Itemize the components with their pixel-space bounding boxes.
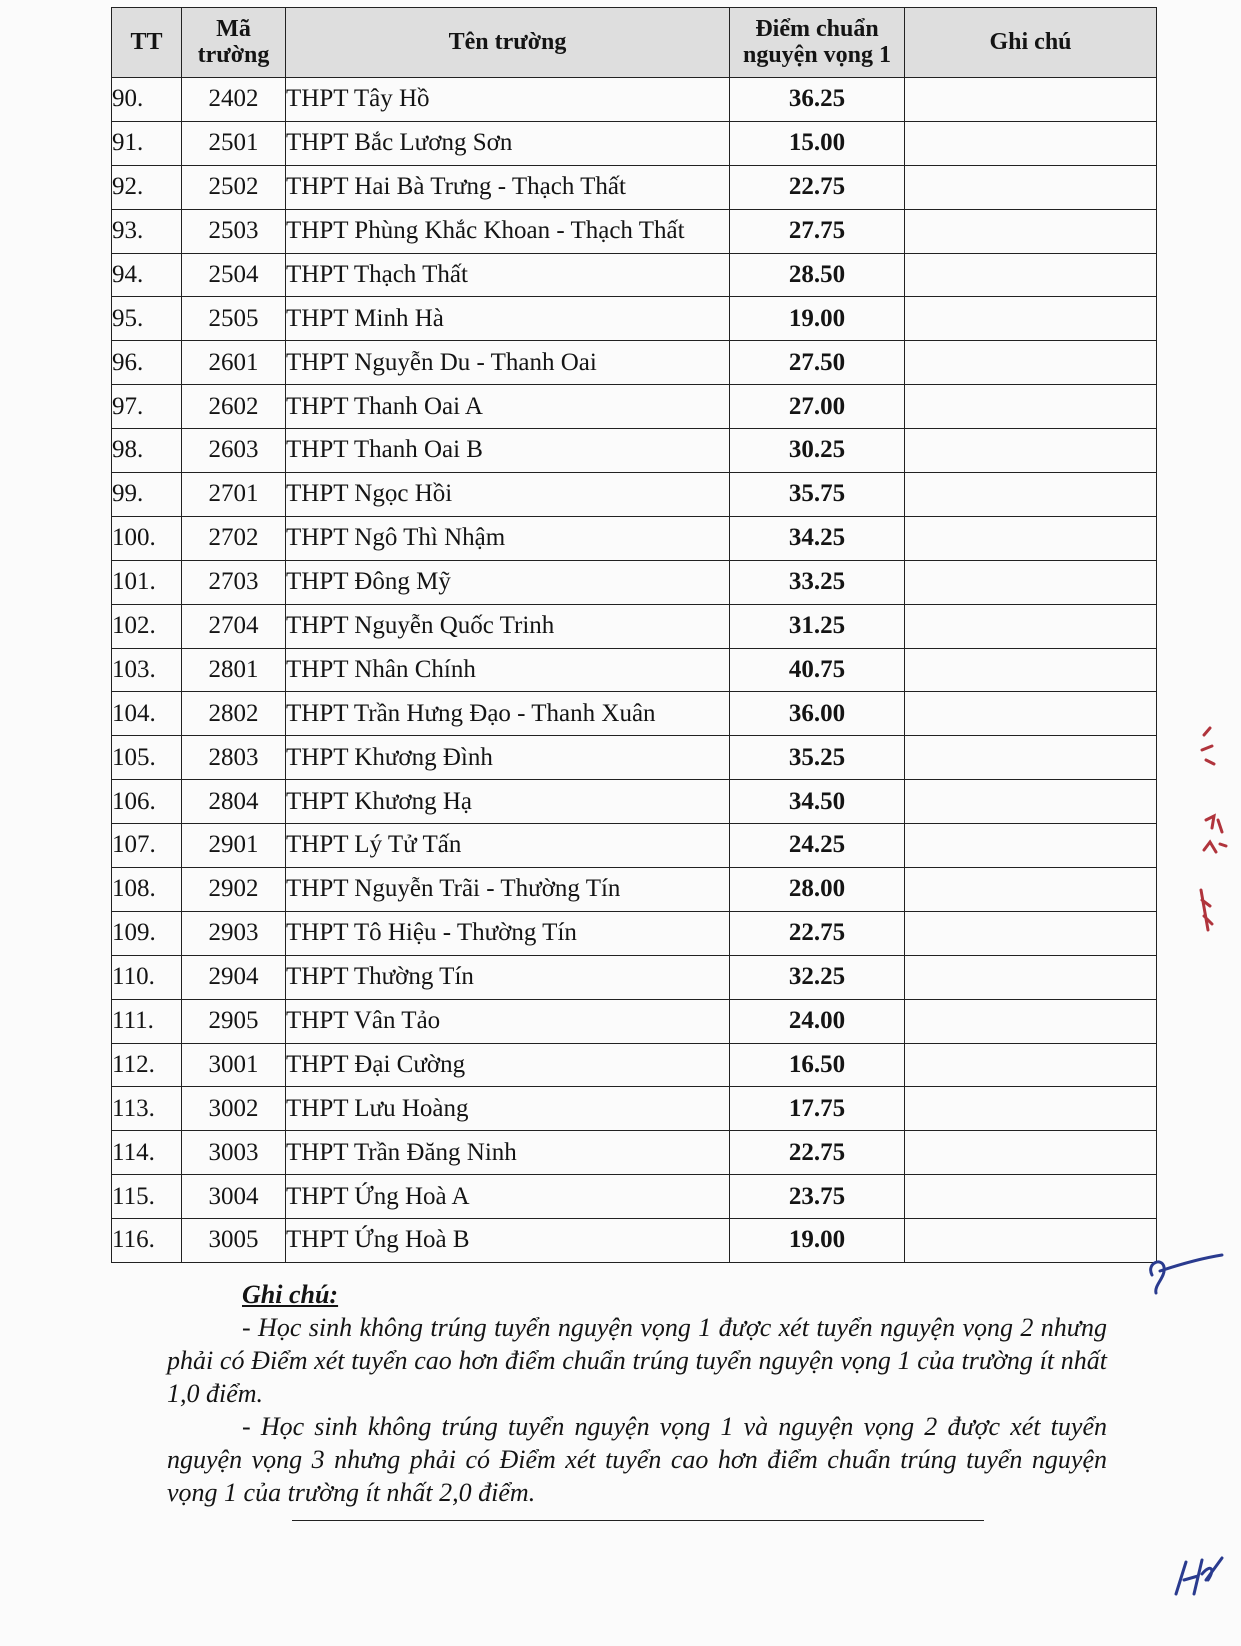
note-cell: [905, 955, 1157, 999]
cutoff-score-cell: 33.25: [730, 560, 905, 604]
school-code-cell: 2701: [182, 473, 286, 517]
table-row: [112, 911, 1157, 955]
header-note: Ghi chú: [905, 8, 1157, 78]
row-number-cell: 98.: [112, 429, 182, 473]
school-name-cell: THPT Phùng Khắc Khoan - Thạch Thất: [286, 209, 730, 253]
school-code-cell: 2602: [182, 385, 286, 429]
table-row: [112, 429, 1157, 473]
cutoff-score-cell: 19.00: [730, 297, 905, 341]
school-code-cell: 2402: [182, 78, 286, 122]
school-code-cell: 2603: [182, 429, 286, 473]
school-code-cell: 2903: [182, 911, 286, 955]
table-row: [112, 385, 1157, 429]
note-cell: [905, 780, 1157, 824]
table-row: [112, 297, 1157, 341]
school-code-cell: 3001: [182, 1043, 286, 1087]
note-cell: [905, 1175, 1157, 1219]
table-row: [112, 1219, 1157, 1263]
school-code-cell: 3005: [182, 1219, 286, 1263]
school-code-cell: 2502: [182, 165, 286, 209]
note-cell: [905, 209, 1157, 253]
table-row: [112, 780, 1157, 824]
table-row: [112, 868, 1157, 912]
school-code-cell: 2601: [182, 341, 286, 385]
school-name-cell: THPT Thanh Oai B: [286, 429, 730, 473]
row-number-cell: 94.: [112, 253, 182, 297]
cutoff-score-cell: 15.00: [730, 121, 905, 165]
school-name-cell: THPT Bắc Lương Sơn: [286, 121, 730, 165]
school-code-cell: 2901: [182, 824, 286, 868]
handwritten-initial-mark-icon: [1142, 1245, 1227, 1305]
note-cell: [905, 165, 1157, 209]
school-name-cell: THPT Lưu Hoàng: [286, 1087, 730, 1131]
note-cell: [905, 560, 1157, 604]
note-cell: [905, 1131, 1157, 1175]
school-name-cell: THPT Ngô Thì Nhậm: [286, 516, 730, 560]
header-cutoff-score-line2: nguyện vọng 1: [742, 41, 892, 68]
table-row: [112, 1131, 1157, 1175]
notes-title: Ghi chú:: [242, 1280, 339, 1309]
cutoff-score-cell: 35.25: [730, 736, 905, 780]
school-name-cell: THPT Thạch Thất: [286, 253, 730, 297]
handwritten-signature-icon: [1168, 1550, 1228, 1600]
red-stamp-fragment-icon: [1196, 720, 1236, 940]
school-name-cell: THPT Nguyễn Du - Thanh Oai: [286, 341, 730, 385]
note-cell: [905, 911, 1157, 955]
row-number-cell: 101.: [112, 560, 182, 604]
cutoff-score-cell: 22.75: [730, 165, 905, 209]
row-number-cell: 106.: [112, 780, 182, 824]
school-code-cell: 2905: [182, 999, 286, 1043]
note-cell: [905, 736, 1157, 780]
row-number-cell: 102.: [112, 604, 182, 648]
cutoff-score-cell: 22.75: [730, 911, 905, 955]
school-code-cell: 2804: [182, 780, 286, 824]
row-number-cell: 113.: [112, 1087, 182, 1131]
school-name-cell: THPT Khương Hạ: [286, 780, 730, 824]
school-code-cell: 2801: [182, 648, 286, 692]
note-cell: [905, 999, 1157, 1043]
cutoff-score-cell: 24.00: [730, 999, 905, 1043]
row-number-cell: 92.: [112, 165, 182, 209]
header-school-code: [182, 8, 286, 78]
row-number-cell: 108.: [112, 868, 182, 912]
cutoff-score-cell: 36.00: [730, 692, 905, 736]
school-name-cell: THPT Minh Hà: [286, 297, 730, 341]
row-number-cell: 95.: [112, 297, 182, 341]
cutoff-score-cell: 30.25: [730, 429, 905, 473]
cutoff-score-cell: 28.00: [730, 868, 905, 912]
school-code-cell: 2503: [182, 209, 286, 253]
table-row: [112, 648, 1157, 692]
school-name-cell: THPT Tây Hồ: [286, 78, 730, 122]
school-name-cell: THPT Vân Tảo: [286, 999, 730, 1043]
note-cell: [905, 78, 1157, 122]
header-school-code-line2: trường: [197, 41, 270, 68]
cutoff-score-cell: 34.25: [730, 516, 905, 560]
table-row: [112, 209, 1157, 253]
table-row: [112, 999, 1157, 1043]
school-code-cell: 3004: [182, 1175, 286, 1219]
school-name-cell: THPT Tô Hiệu - Thường Tín: [286, 911, 730, 955]
note-cell: [905, 429, 1157, 473]
row-number-cell: 111.: [112, 999, 182, 1043]
cutoff-score-cell: 36.25: [730, 78, 905, 122]
cutoff-score-cell: 27.50: [730, 341, 905, 385]
header-cutoff-score: [730, 8, 905, 78]
school-code-cell: 2904: [182, 955, 286, 999]
note-cell: [905, 121, 1157, 165]
table-row: [112, 955, 1157, 999]
school-name-cell: THPT Ứng Hoà A: [286, 1175, 730, 1219]
note-cell: [905, 1219, 1157, 1263]
note-cell: [905, 341, 1157, 385]
school-name-cell: THPT Thường Tín: [286, 955, 730, 999]
note-cell: [905, 648, 1157, 692]
row-number-cell: 112.: [112, 1043, 182, 1087]
row-number-cell: 96.: [112, 341, 182, 385]
table-body: [112, 78, 1157, 1263]
row-number-cell: 105.: [112, 736, 182, 780]
note-cell: [905, 253, 1157, 297]
notes-section: [167, 1278, 1107, 1509]
note-cell: [905, 692, 1157, 736]
school-name-cell: THPT Ngọc Hồi: [286, 473, 730, 517]
header-school-name: Tên trường: [286, 8, 730, 78]
table-header-row: [112, 8, 1157, 78]
row-number-cell: 107.: [112, 824, 182, 868]
table-row: [112, 824, 1157, 868]
cutoff-score-cell: 17.75: [730, 1087, 905, 1131]
table-row: [112, 121, 1157, 165]
row-number-cell: 110.: [112, 955, 182, 999]
cutoff-score-cell: 34.50: [730, 780, 905, 824]
row-number-cell: 97.: [112, 385, 182, 429]
cutoff-score-cell: 27.75: [730, 209, 905, 253]
table-row: [112, 78, 1157, 122]
school-code-cell: 2802: [182, 692, 286, 736]
table-row: [112, 604, 1157, 648]
cutoff-score-cell: 31.25: [730, 604, 905, 648]
note-cell: [905, 1087, 1157, 1131]
cutoff-score-cell: 28.50: [730, 253, 905, 297]
school-name-cell: THPT Nguyễn Quốc Trinh: [286, 604, 730, 648]
cutoff-score-cell: 22.75: [730, 1131, 905, 1175]
row-number-cell: 100.: [112, 516, 182, 560]
header-school-code-line1: Mã: [216, 16, 251, 43]
row-number-cell: 104.: [112, 692, 182, 736]
school-name-cell: THPT Trần Hưng Đạo - Thanh Xuân: [286, 692, 730, 736]
table-row: [112, 736, 1157, 780]
school-name-cell: THPT Thanh Oai A: [286, 385, 730, 429]
school-name-cell: THPT Trần Đăng Ninh: [286, 1131, 730, 1175]
table-row: [112, 253, 1157, 297]
note-cell: [905, 604, 1157, 648]
table-row: [112, 473, 1157, 517]
note-cell: [905, 824, 1157, 868]
cutoff-score-cell: 35.75: [730, 473, 905, 517]
row-number-cell: 99.: [112, 473, 182, 517]
table-row: [112, 516, 1157, 560]
note-cell: [905, 473, 1157, 517]
school-name-cell: THPT Lý Tử Tấn: [286, 824, 730, 868]
table-row: [112, 341, 1157, 385]
note-cell: [905, 516, 1157, 560]
note-cell: [905, 385, 1157, 429]
cutoff-score-cell: 19.00: [730, 1219, 905, 1263]
table-row: [112, 560, 1157, 604]
note-paragraph-2: - Học sinh không trúng tuyển nguyện vọng 1 và nguyện vọng 2 được xét tuyển nguyện vọng 3 nhưng phải có Điểm xét tuyển cao hơn điểm chuẩn trúng tuyển nguyện vọng 1 của trường ít nhất 2,0 điểm.: [167, 1412, 1107, 1507]
school-code-cell: 3003: [182, 1131, 286, 1175]
row-number-cell: 109.: [112, 911, 182, 955]
school-code-cell: 2501: [182, 121, 286, 165]
header-tt: TT: [112, 8, 182, 78]
school-code-cell: 3002: [182, 1087, 286, 1131]
school-code-cell: 2704: [182, 604, 286, 648]
school-name-cell: THPT Nguyễn Trãi - Thường Tín: [286, 868, 730, 912]
school-code-cell: 2505: [182, 297, 286, 341]
row-number-cell: 90.: [112, 78, 182, 122]
row-number-cell: 115.: [112, 1175, 182, 1219]
school-code-cell: 2902: [182, 868, 286, 912]
school-name-cell: THPT Đông Mỹ: [286, 560, 730, 604]
school-name-cell: THPT Khương Đình: [286, 736, 730, 780]
table-row: [112, 165, 1157, 209]
note-paragraph-1: - Học sinh không trúng tuyển nguyện vọng 1 được xét tuyển nguyện vọng 2 nhưng phải có Điểm xét tuyển cao hơn điểm chuẩn trúng tuyển nguyện vọng 1 của trường ít nhất 1,0 điểm.: [167, 1313, 1107, 1408]
row-number-cell: 116.: [112, 1219, 182, 1263]
table-row: [112, 1175, 1157, 1219]
cutoff-score-cell: 23.75: [730, 1175, 905, 1219]
admission-scores-table: [111, 7, 1157, 1263]
school-code-cell: 2703: [182, 560, 286, 604]
school-name-cell: THPT Nhân Chính: [286, 648, 730, 692]
school-name-cell: THPT Ứng Hoà B: [286, 1219, 730, 1263]
cutoff-score-cell: 27.00: [730, 385, 905, 429]
row-number-cell: 93.: [112, 209, 182, 253]
row-number-cell: 114.: [112, 1131, 182, 1175]
table-row: [112, 1043, 1157, 1087]
cutoff-score-cell: 24.25: [730, 824, 905, 868]
school-name-cell: THPT Đại Cường: [286, 1043, 730, 1087]
school-code-cell: 2504: [182, 253, 286, 297]
note-cell: [905, 868, 1157, 912]
table-row: [112, 692, 1157, 736]
table-row: [112, 1087, 1157, 1131]
header-cutoff-score-line1: Điểm chuẩn: [755, 16, 879, 43]
school-code-cell: 2803: [182, 736, 286, 780]
note-cell: [905, 297, 1157, 341]
cutoff-score-cell: 32.25: [730, 955, 905, 999]
note-cell: [905, 1043, 1157, 1087]
row-number-cell: 103.: [112, 648, 182, 692]
cutoff-score-cell: 40.75: [730, 648, 905, 692]
row-number-cell: 91.: [112, 121, 182, 165]
school-code-cell: 2702: [182, 516, 286, 560]
closing-rule: [292, 1520, 984, 1521]
cutoff-score-cell: 16.50: [730, 1043, 905, 1087]
school-name-cell: THPT Hai Bà Trưng - Thạch Thất: [286, 165, 730, 209]
